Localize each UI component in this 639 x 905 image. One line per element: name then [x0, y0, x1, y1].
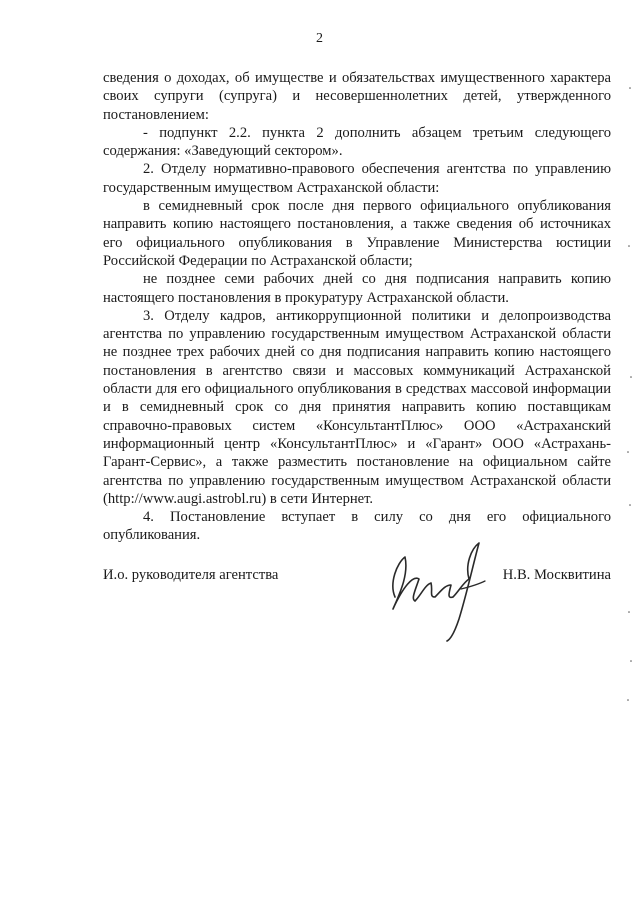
paragraph-continuation: сведения о доходах, об имуществе и обязательствах имущественного характера своих супруги (супруга) и несовершеннолетних детей, утвержденного постановлением: [103, 70, 611, 123]
paragraph-item-3: 3. Отделу кадров, антикоррупционной политики и делопроизводства агентства по управлению государственным имуществом Астраханской области не позднее трех рабочих дней со дня подписания направить копию настоящего постановления в агентство связи и массовых коммуникаций Астраханской области для его официального опубликования в средствах массовой информации и в семидневный срок со дня принятия направить копию поставщикам справочно-правовых систем «КонсультантПлюс» ООО «Астраханский информационный центр «КонсультантПлюс» и «Гарант» ООО «Астрахань-Гарант-Сервис», а также разместить постановление на официальном сайте агентства по управлению государственным имуществом Астраханской области (http://www.augi.astrobl.ru) в сети Интернет. [103, 307, 611, 507]
paragraph-subpoint: - подпункт 2.2. пункта 2 дополнить абзацем третьим следующего содержания: «Заведующий сектором». [103, 124, 611, 160]
paragraph-item-4: 4. Постановление вступает в силу со дня его официального опубликования. [103, 509, 611, 544]
signer-name: Н.В. Москвитина [502, 567, 611, 583]
paragraph-item-2-b: не позднее семи рабочих дней со дня подписания направить копию настоящего постановления в прокуратуру Астраханской области. [103, 271, 611, 306]
page-number: 2 [316, 31, 323, 46]
signer-title: И.о. руководителя агентства [103, 567, 279, 583]
paragraph-item-2-a: в семидневный срок после дня первого официального опубликования направить копию настоящего постановления, а также сведения об источниках его официального опубликования в Управление Министерства юстиции Российской Федерации по Астраханской области; [103, 198, 611, 269]
paragraph-item-2: 2. Отделу нормативно-правового обеспечения агентства по управлению государственным имуществом Астраханской области: [103, 161, 611, 196]
